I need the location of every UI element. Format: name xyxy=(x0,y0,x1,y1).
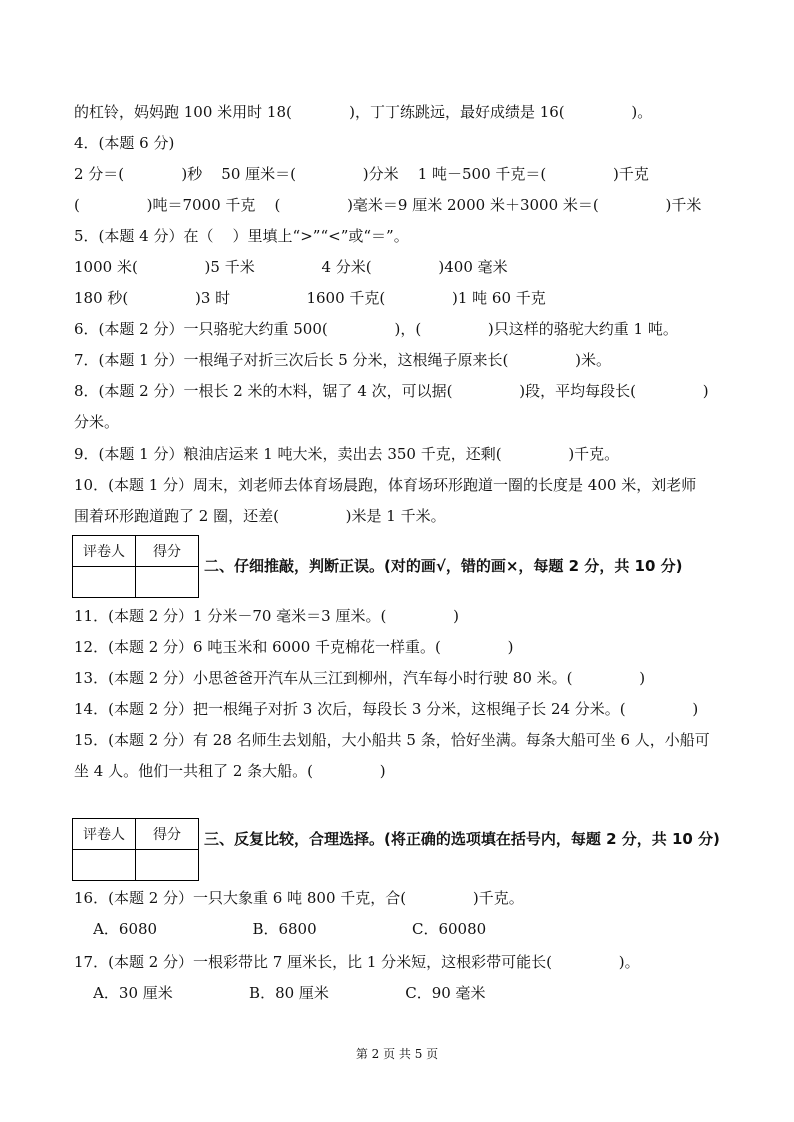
question-15-line-1: 15．(本题 2 分）有 28 名师生去划船，大小船共 5 条，恰好坐满。每条大船可坐 6 人，小船可 xyxy=(74,731,710,749)
section-3-title: 三、反复比较，合理选择。(将正确的选项填在括号内，每题 2 分，共 10 分) xyxy=(204,830,720,848)
question-5-header: 5．(本题 4 分）在（ ）里填上“>”“<”或“＝”。 xyxy=(74,227,409,245)
question-16-options: A．6080 B．6800 C．60080 xyxy=(74,920,487,938)
question-16: 16．(本题 2 分）一只大象重 6 吨 800 千克，合( )千克。 xyxy=(74,889,524,907)
score-table-2 xyxy=(72,535,199,598)
score-cell[interactable] xyxy=(136,567,199,598)
section-2-title: 二、仔细推敲，判断正误。(对的画√，错的画×，每题 2 分，共 10 分) xyxy=(204,557,683,575)
question-4-header: 4．(本题 6 分) xyxy=(74,134,175,152)
score-cell[interactable] xyxy=(136,850,199,881)
question-7: 7．(本题 1 分）一根绳子对折三次后长 5 分米，这根绳子原来长( )米。 xyxy=(74,351,612,369)
question-17: 17．(本题 2 分）一根彩带比 7 厘米长，比 1 分米短，这根彩带可能长( )。 xyxy=(74,953,640,971)
question-4-line-2: ( )吨＝7000 千克 ( )毫米＝9 厘米 2000 米＋3000 米＝( )千米 xyxy=(74,196,702,214)
question-5-line-1: 1000 米( )5 千米 4 分米( )400 毫米 xyxy=(74,258,508,276)
question-13: 13．(本题 2 分）小思爸爸开汽车从三江到柳州，汽车每小时行驶 80 米。( ) xyxy=(74,669,646,687)
text-line: 的杠铃，妈妈跑 100 米用时 18( )，丁丁练跳远，最好成绩是 16( )。 xyxy=(74,103,653,121)
reviewer-cell[interactable] xyxy=(73,567,136,598)
score-label: 得分 xyxy=(136,819,199,850)
score-table-3 xyxy=(72,818,199,881)
reviewer-label: 评卷人 xyxy=(73,536,136,567)
score-label: 得分 xyxy=(136,536,199,567)
question-4-line-1: 2 分＝( )秒 50 厘米＝( )分米 1 吨－500 千克＝( )千克 xyxy=(74,165,649,183)
question-11: 11．(本题 2 分）1 分米－70 毫米＝3 厘米。( ) xyxy=(74,607,459,625)
question-12: 12．(本题 2 分）6 吨玉米和 6000 千克棉花一样重。( ) xyxy=(74,638,514,656)
question-8-line-2: 分米。 xyxy=(74,413,120,431)
question-10-line-2: 围着环形跑道跑了 2 圈，还差( )米是 1 千米。 xyxy=(74,507,446,525)
page-footer: 第 2 页 共 5 页 xyxy=(355,1047,439,1061)
question-17-options: A．30 厘米 B．80 厘米 C．90 毫米 xyxy=(74,984,486,1002)
question-14: 14．(本题 2 分）把一根绳子对折 3 次后，每段长 3 分米，这根绳子长 24 分米。( ) xyxy=(74,700,699,718)
question-5-line-2: 180 秒( )3 时 1600 千克( )1 吨 60 千克 xyxy=(74,289,546,307)
question-15-line-2: 坐 4 人。他们一共租了 2 条大船。( ) xyxy=(74,762,386,780)
reviewer-label: 评卷人 xyxy=(73,819,136,850)
question-9: 9．(本题 1 分）粮油店运来 1 吨大米，卖出去 350 千克，还剩( )千克。 xyxy=(74,445,620,463)
question-10-line-1: 10．(本题 1 分）周末，刘老师去体育场晨跑，体育场环形跑道一圈的长度是 400 米，刘老师 xyxy=(74,476,697,494)
question-6: 6．(本题 2 分）一只骆驼大约重 500( )，( )只这样的骆驼大约重 1 吨。 xyxy=(74,320,678,338)
reviewer-cell[interactable] xyxy=(73,850,136,881)
question-8-line-1: 8．(本题 2 分）一根长 2 米的木料，锯了 4 次，可以据( )段，平均每段长( ) xyxy=(74,382,709,400)
